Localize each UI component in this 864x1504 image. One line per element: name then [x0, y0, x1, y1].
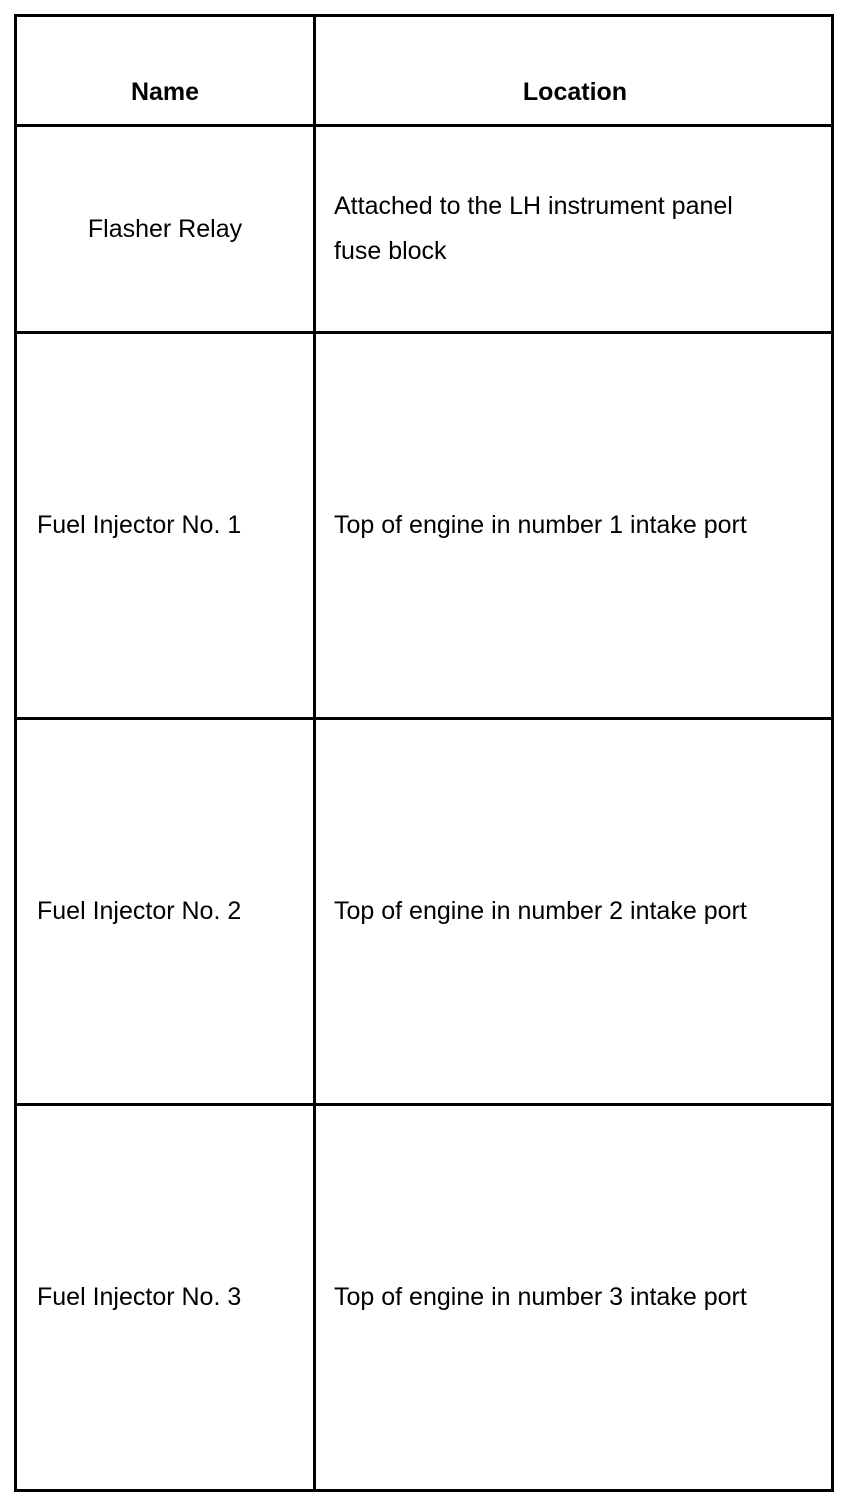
name-cell: [17, 334, 316, 717]
name-cell: [17, 720, 316, 1103]
component-name: Fuel Injector No. 3: [37, 1283, 242, 1311]
component-location: Top of engine in number 2 intake port: [334, 897, 747, 925]
header-cell-location: [319, 17, 831, 124]
component-location: Attached to the LH instrument panel fuse block: [334, 192, 733, 265]
name-cell: [17, 127, 316, 331]
location-cell: [319, 1106, 831, 1489]
table-row: [17, 331, 831, 717]
location-cell: [319, 334, 831, 717]
location-cell: [319, 720, 831, 1103]
table-row: [17, 717, 831, 1103]
name-cell: [17, 1106, 316, 1489]
table-header-row: [17, 17, 831, 124]
table-row: [17, 1103, 831, 1489]
header-location: Location: [522, 78, 628, 106]
location-cell: [319, 127, 831, 331]
table-row: [17, 124, 831, 331]
component-name: Fuel Injector No. 2: [37, 897, 242, 925]
header-cell-name: [17, 17, 316, 124]
component-location-table: [14, 14, 834, 1492]
component-location: Top of engine in number 3 intake port: [334, 1283, 747, 1311]
header-name: Name: [130, 78, 200, 106]
component-name: Flasher Relay: [87, 214, 243, 243]
component-name: Fuel Injector No. 1: [37, 511, 242, 539]
component-location: Top of engine in number 1 intake port: [334, 511, 747, 539]
